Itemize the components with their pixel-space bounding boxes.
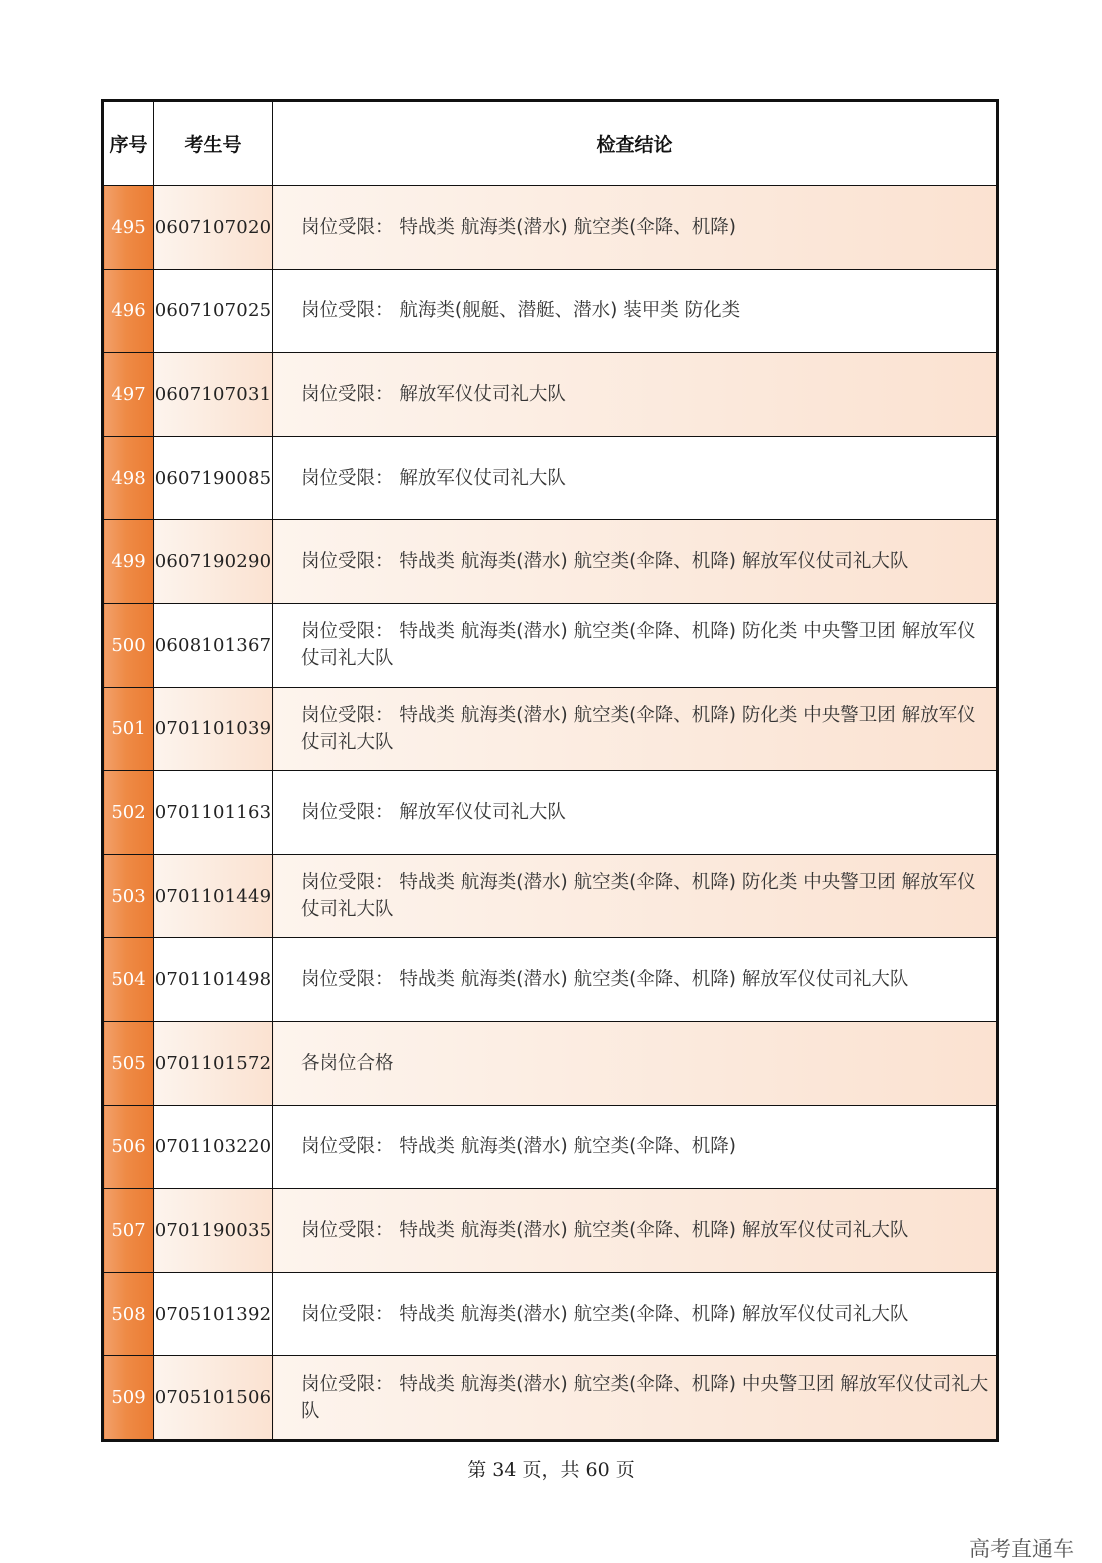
inspection-result-cell: 岗位受限： 特战类 航海类(潜水) 航空类(伞降、机降) 防化类 中央警卫团 解放军仪仗司礼大队 [273, 854, 997, 938]
serial-number-cell: 509 [104, 1356, 154, 1440]
candidate-id-cell: 0607107025 [154, 269, 273, 353]
page-number-footer: 第 34 页，共 60 页 [467, 1459, 635, 1481]
serial-number-cell: 505 [104, 1021, 154, 1105]
serial-number-cell: 502 [104, 771, 154, 855]
header-serial-number: 序号 [104, 102, 154, 186]
table-row [104, 603, 997, 687]
serial-number-cell: 498 [104, 436, 154, 520]
source-watermark: 高考直通车 [969, 1537, 1074, 1561]
table-row [104, 938, 997, 1022]
candidate-id-cell: 0607190290 [154, 520, 273, 604]
inspection-result-cell: 岗位受限： 解放军仪仗司礼大队 [273, 436, 997, 520]
candidate-id-cell: 0701103220 [154, 1105, 273, 1189]
candidate-id-cell: 0701101039 [154, 687, 273, 771]
serial-number-cell: 497 [104, 353, 154, 437]
table-row [104, 186, 997, 270]
inspection-result-cell: 岗位受限： 特战类 航海类(潜水) 航空类(伞降、机降) 解放军仪仗司礼大队 [273, 1272, 997, 1356]
table-row [104, 1021, 997, 1105]
serial-number-cell: 500 [104, 603, 154, 687]
inspection-result-cell: 岗位受限： 特战类 航海类(潜水) 航空类(伞降、机降) 防化类 中央警卫团 解放军仪仗司礼大队 [273, 603, 997, 687]
inspection-result-cell: 各岗位合格 [273, 1021, 997, 1105]
serial-number-cell: 495 [104, 186, 154, 270]
candidate-id-cell: 0701101572 [154, 1021, 273, 1105]
inspection-result-cell: 岗位受限： 特战类 航海类(潜水) 航空类(伞降、机降) 中央警卫团 解放军仪仗司礼大队 [273, 1356, 997, 1440]
candidate-id-cell: 0607107020 [154, 186, 273, 270]
header-candidate-id: 考生号 [154, 102, 273, 186]
inspection-result-cell: 岗位受限： 特战类 航海类(潜水) 航空类(伞降、机降) [273, 186, 997, 270]
table-row [104, 269, 997, 353]
table-header-row [104, 102, 997, 186]
serial-number-cell: 508 [104, 1272, 154, 1356]
serial-number-cell: 506 [104, 1105, 154, 1189]
serial-number-cell: 499 [104, 520, 154, 604]
serial-number-cell: 501 [104, 687, 154, 771]
candidate-id-cell: 0607190085 [154, 436, 273, 520]
inspection-result-cell: 岗位受限： 解放军仪仗司礼大队 [273, 771, 997, 855]
table-row [104, 353, 997, 437]
candidate-id-cell: 0705101392 [154, 1272, 273, 1356]
candidate-id-cell: 0701101449 [154, 854, 273, 938]
serial-number-cell: 496 [104, 269, 154, 353]
table-row [104, 520, 997, 604]
serial-number-cell: 507 [104, 1189, 154, 1273]
table-row [104, 1105, 997, 1189]
table-row [104, 771, 997, 855]
serial-number-cell: 504 [104, 938, 154, 1022]
table-row [104, 436, 997, 520]
table-row [104, 1356, 997, 1440]
table-row [104, 687, 997, 771]
inspection-result-cell: 岗位受限： 特战类 航海类(潜水) 航空类(伞降、机降) 防化类 中央警卫团 解放军仪仗司礼大队 [273, 687, 997, 771]
candidate-id-cell: 0701101163 [154, 771, 273, 855]
candidate-id-cell: 0607107031 [154, 353, 273, 437]
inspection-result-cell: 岗位受限： 特战类 航海类(潜水) 航空类(伞降、机降) 解放军仪仗司礼大队 [273, 938, 997, 1022]
results-table-frame [101, 99, 999, 1442]
results-table [103, 101, 997, 1440]
table-row [104, 1272, 997, 1356]
table-body [104, 186, 997, 1440]
inspection-result-cell: 岗位受限： 特战类 航海类(潜水) 航空类(伞降、机降) 解放军仪仗司礼大队 [273, 1189, 997, 1273]
candidate-id-cell: 0705101506 [154, 1356, 273, 1440]
serial-number-cell: 503 [104, 854, 154, 938]
inspection-result-cell: 岗位受限： 特战类 航海类(潜水) 航空类(伞降、机降) 解放军仪仗司礼大队 [273, 520, 997, 604]
table-row [104, 854, 997, 938]
candidate-id-cell: 0608101367 [154, 603, 273, 687]
candidate-id-cell: 0701190035 [154, 1189, 273, 1273]
candidate-id-cell: 0701101498 [154, 938, 273, 1022]
inspection-result-cell: 岗位受限： 特战类 航海类(潜水) 航空类(伞降、机降) [273, 1105, 997, 1189]
table-row [104, 1189, 997, 1273]
inspection-result-cell: 岗位受限： 解放军仪仗司礼大队 [273, 353, 997, 437]
header-inspection-result: 检查结论 [273, 102, 997, 186]
inspection-result-cell: 岗位受限： 航海类(舰艇、潜艇、潜水) 装甲类 防化类 [273, 269, 997, 353]
